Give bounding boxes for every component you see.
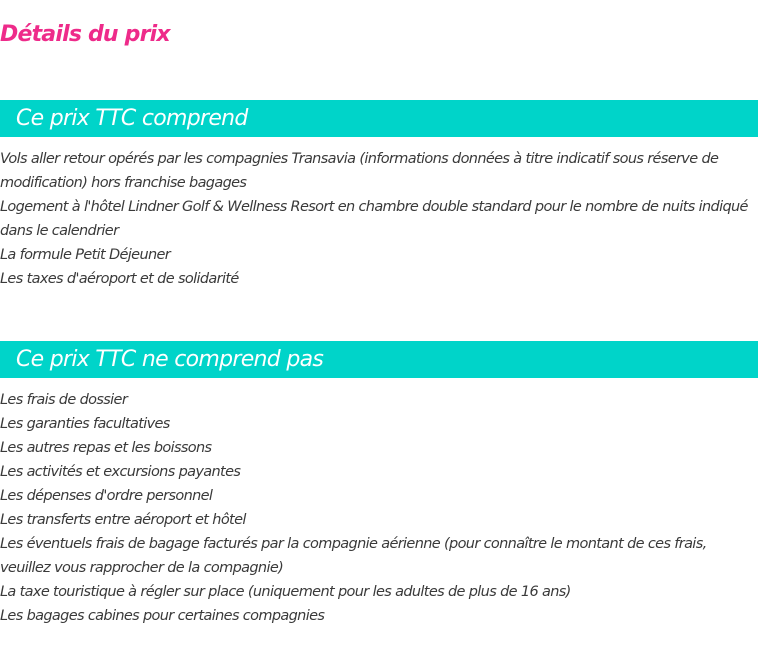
price-excludes-header (0, 341, 758, 378)
included-item-breakfast: La formule Petit Déjeuner (0, 247, 171, 263)
price-excludes-list (0, 388, 758, 628)
price-excludes-heading: Ce prix TTC ne comprend pas (16, 347, 324, 372)
excluded-item-personal-expenses: Les dépenses d'ordre personnel (0, 488, 213, 504)
excluded-item-transfers: Les transferts entre aéroport et hôtel (0, 512, 246, 528)
excluded-item-insurance: Les garanties facultatives (0, 416, 170, 432)
excluded-item-cabin-bags: Les bagages cabines pour certaines compagnies (0, 608, 325, 624)
excluded-item-activities: Les activités et excursions payantes (0, 464, 241, 480)
price-includes-list (0, 147, 758, 291)
included-item-flights: Vols aller retour opérés par les compagnies Transavia (informations données à titre indicatif sous réserve de modification) hors franchise bagages (0, 151, 719, 191)
excluded-item-meals-drinks: Les autres repas et les boissons (0, 440, 212, 456)
page-title: Détails du prix (0, 22, 170, 47)
excluded-item-booking-fees: Les frais de dossier (0, 392, 128, 408)
included-item-taxes: Les taxes d'aéroport et de solidarité (0, 271, 239, 287)
price-includes-header (0, 100, 758, 137)
excluded-item-tourist-tax: La taxe touristique à régler sur place (uniquement pour les adultes de plus de 16 ans) (0, 584, 571, 600)
included-item-hotel: Logement à l'hôtel Lindner Golf & Wellness Resort en chambre double standard pour le nombre de nuits indiqué dans le calendrier (0, 199, 748, 239)
price-excludes-section (0, 341, 758, 628)
price-includes-heading: Ce prix TTC comprend (16, 106, 248, 131)
excluded-item-baggage-fees: Les éventuels frais de bagage facturés par la compagnie aérienne (pour connaître le montant de ces frais, veuillez vous rapprocher de la compagnie) (0, 536, 707, 576)
price-includes-section (0, 100, 758, 291)
